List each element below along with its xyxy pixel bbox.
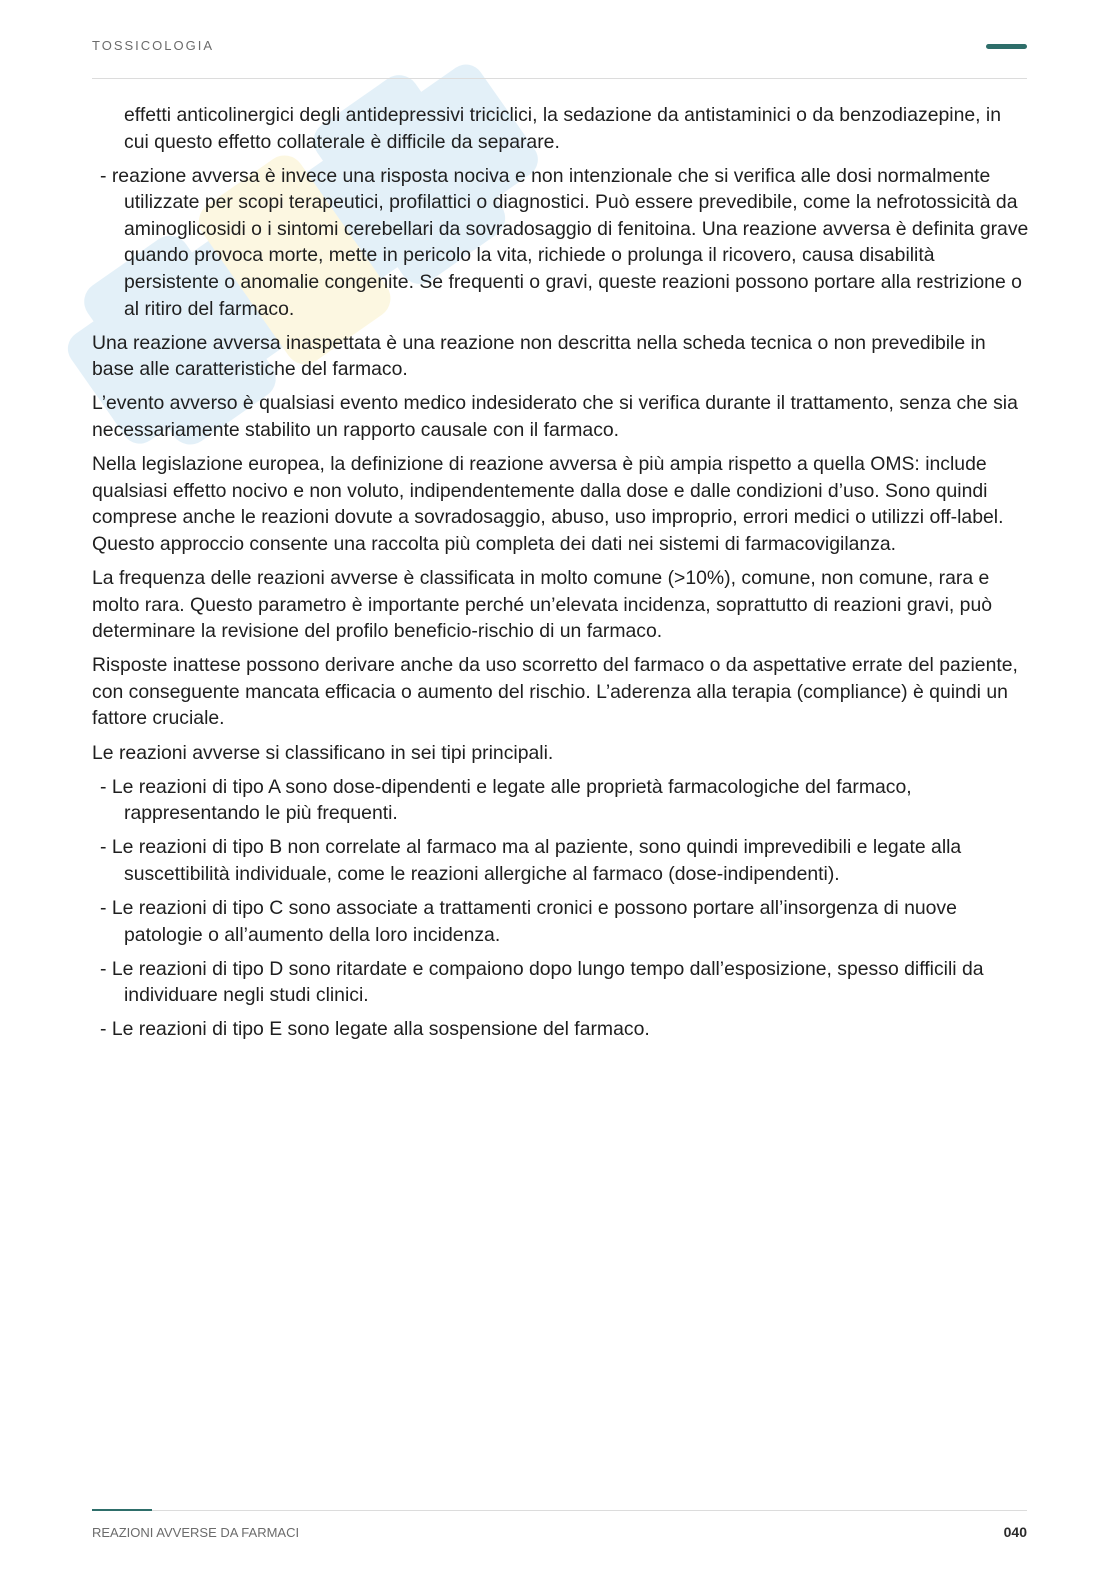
list-item-tipo-b: - Le reazioni di tipo B non correlate al farmaco ma al paziente, sono quindi imprevedibili e legate alla suscettibilità individuale, come le reazioni allergiche al farmaco (dose-indipendenti).	[100, 836, 962, 885]
document-body	[92, 102, 1030, 1051]
header-accent-bar	[986, 44, 1027, 49]
list-item-tipo-d: - Le reazioni di tipo D sono ritardate e compaiono dopo lungo tempo dall’esposizione, spesso difficili da individuare negli studi clinici.	[100, 957, 984, 1007]
footer-accent-bar	[92, 1509, 152, 1511]
list-item-tipo-e: - Le reazioni di tipo E sono legate alla sospensione del farmaco.	[100, 1018, 650, 1041]
list-item-reazione-avversa: - reazione avversa è invece una risposta nociva e non intenzionale che si verifica alle dosi normalmente utilizzate per scopi terapeutici, profilattici o diagnostici. Può essere prevedibile, come la nefrotossicità da aminoglicosidi o i sintomi cerebellari da sovradosaggio di fenitoina. Una reazione avversa è definita grave quando provoca morte, mette in pericolo la vita, richiede o prolunga il ricovero, causa disabilità persistente o anomalie congenite. Se frequenti o gravi, queste reazioni possono portare alla restrizione o al ritiro del farmaco.	[100, 164, 1029, 320]
page-footer	[92, 1510, 1027, 1551]
list-item-tipo-a: - Le reazioni di tipo A sono dose-dipendenti e legate alle proprietà farmacologiche del farmaco, rappresentando le più frequenti.	[100, 775, 912, 825]
list-item-tipo-c: - Le reazioni di tipo C sono associate a trattamenti cronici e possono portare all’insorgenza di nuove patologie o all’aumento della loro incidenza.	[100, 897, 957, 946]
header-title: TOSSICOLOGIA	[92, 38, 215, 53]
paragraph-evento-avverso: L’evento avverso è qualsiasi evento medico indesiderato che si verifica durante il trattamento, senza che sia necessariamente stabilito un rapporto causale con il farmaco.	[92, 392, 1018, 442]
page-header	[92, 36, 1027, 79]
paragraph-classificazione: Le reazioni avverse si classificano in sei tipi principali.	[92, 741, 554, 764]
paragraph-reazione-inaspettata: Una reazione avversa inaspettata è una reazione non descritta nella scheda tecnica o non prevedibile in base alle caratteristiche del farmaco.	[92, 331, 986, 381]
footer-title: REAZIONI AVVERSE DA FARMACI	[92, 1525, 300, 1540]
continuation-text: effetti anticolinergici degli antidepressivi triciclici, la sedazione da antistaminici o da benzodiazepine, in cui questo effetto collaterale è difficile da separare.	[124, 104, 1002, 153]
page-number: 040	[1003, 1524, 1027, 1540]
paragraph-frequenza: La frequenza delle reazioni avverse è classificata in molto comune (>10%), comune, non comune, rara e molto rara. Questo parametro è importante perché un’elevata incidenza, soprattutto di reazioni gravi, può determinare la revisione del profilo beneficio-rischio di un farmaco.	[92, 567, 993, 643]
paragraph-risposte-inattese: Risposte inattese possono derivare anche da uso scorretto del farmaco o da aspettative errate del paziente, con conseguente mancata efficacia o aumento del rischio. L’aderenza alla terapia (compliance) è quindi un fattore cruciale.	[92, 654, 1018, 730]
paragraph-legislazione-europea: Nella legislazione europea, la definizione di reazione avversa è più ampia rispetto a quella OMS: include qualsiasi effetto nocivo e non voluto, indipendentemente dalla dose e dalle condizioni d’uso. Sono quindi comprese anche le reazioni dovute a sovradosaggio, abuso, uso improprio, errori medici o utilizzi off-label. Questo approccio consente una raccolta più completa dei dati nei sistemi di farmacovigilanza.	[92, 453, 1004, 555]
